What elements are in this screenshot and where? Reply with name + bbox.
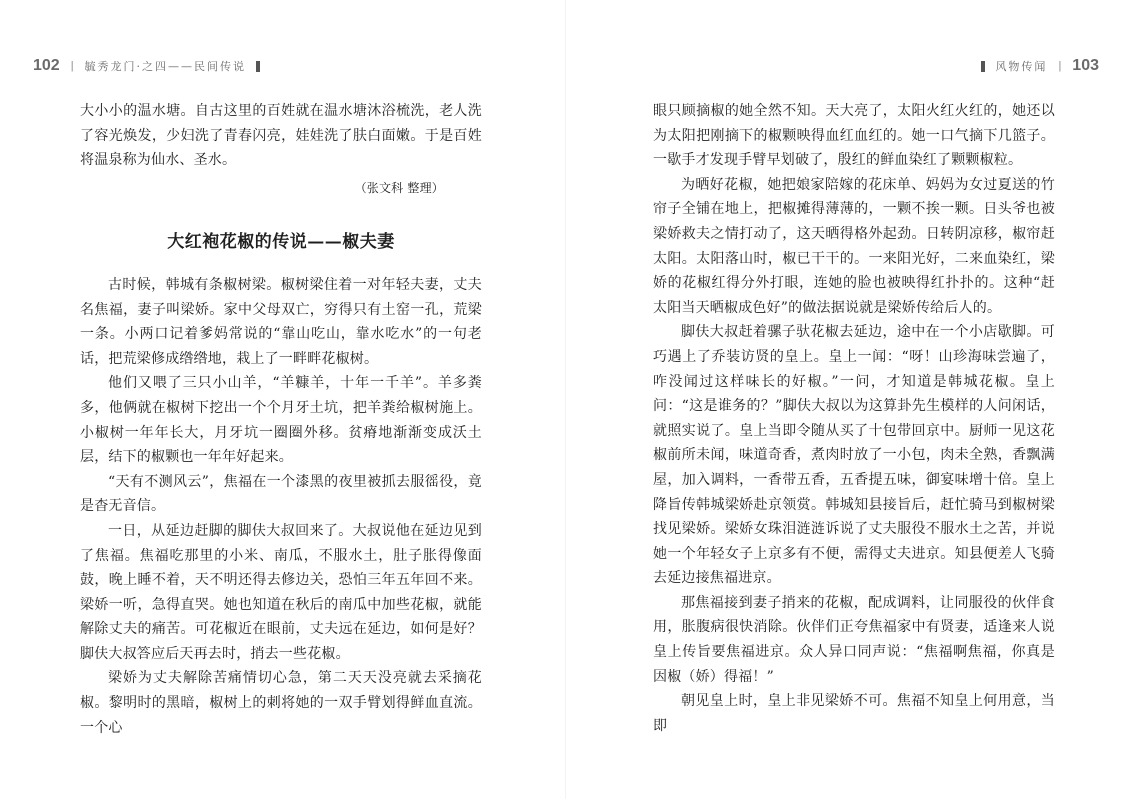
paragraph: 梁娇为丈夫解除苦痛情切心急，第二天天没亮就去采摘花椒。黎明时的黑暗，椒树上的刺将她的一双手臂划得鲜血直流。一个心 (80, 670, 482, 736)
running-header-title: 风物传闻 (995, 60, 1048, 73)
paragraph: 为晒好花椒，她把娘家陪嫁的花床单、妈妈为女过夏送的竹帘子全铺在地上，把椒摊得薄薄的，一颗不挨一颗。日头爷也被梁娇救夫之情打动了，这天晒得格外起劲。日转阴凉移，椒帘赶太阳。太阳落山时，椒已干干的。一来阳光好，二来血染红，梁娇的花椒红得分外打眼，连她的脸也被映得红扑扑的。这种“赶太阳当天晒椒成色好”的做法据说就是梁娇传给后人的。 (653, 176, 1055, 316)
section-title: 大红袍花椒的传说——椒夫妻 (167, 232, 395, 253)
header-block-mark (256, 61, 260, 72)
left-page-header (33, 55, 270, 77)
compiler-credit: （张文科 整理） (354, 180, 444, 195)
continued-paragraph: 大小小的温水塘。自古这里的百姓就在温水塘沐浴梳洗，老人洗了容光焕发，少妇洗了青春闪亮，娃娃洗了肤白面嫩。于是百姓将温泉称为仙水、圣水。 (80, 103, 482, 169)
header-divider: | (70, 60, 74, 72)
header-block-mark (981, 61, 985, 72)
left-page-body (80, 99, 482, 740)
paragraph: 一日，从延边赶脚的脚伕大叔回来了。大叔说他在延边见到了焦福。焦福吃那里的小米、南瓜，不服水土，肚子胀得像面鼓，晚上睡不着，天不明还得去修边关，恐怕三年五年回不来。梁娇一听，急得直哭。她也知道在秋后的南瓜中加些花椒，就能解除丈夫的痛苦。可花椒近在眼前，丈夫远在延边，如何是好？脚伕大叔答应后天再去时，捎去一些花椒。 (80, 522, 482, 662)
right-page-body (653, 99, 1055, 738)
paragraph: 那焦福接到妻子捎来的花椒，配成调料，让同服役的伙伴食用，胀腹病很快消除。伙伴们正夸焦福家中有贤妻，适逢来人说皇上传旨要焦福进京。众人异口同声说：“焦福啊焦福，你真是因椒（娇）得福！” (653, 594, 1055, 685)
running-header-title: 毓秀龙门·之四——民间传说 (84, 60, 247, 73)
paragraph: 他们又喂了三只小山羊，“羊糠羊，十年一千羊”。羊多粪多，他俩就在椒树下挖出一个个月牙土坑，把羊粪给椒树施上。小椒树一年年长大，月牙坑一圈圈外移。贫瘠地渐渐变成沃土层，结下的椒颗也一年年好起来。 (80, 375, 482, 466)
page-number: 103 (1072, 57, 1099, 74)
header-divider: | (1058, 60, 1062, 72)
page-number: 102 (33, 57, 60, 74)
right-page (566, 0, 1133, 799)
left-page (0, 0, 566, 799)
paragraph: “天有不测风云”，焦福在一个漆黑的夜里被抓去服徭役，竟是杳无音信。 (80, 473, 482, 515)
paragraph: 古时候，韩城有条椒树梁。椒树梁住着一对年轻夫妻，丈夫名焦福，妻子叫梁娇。家中父母双亡，穷得只有土窑一孔，荒梁一条。小两口记着爹妈常说的“靠山吃山，靠水吃水”的一句老话，把荒梁修成绺绺地，栽上了一畔畔花椒树。 (80, 276, 482, 367)
paragraph: 脚伕大叔赶着骡子驮花椒去延边，途中在一个小店歇脚。可巧遇上了乔装访贤的皇上。皇上一闻：“呀！山珍海味尝遍了，咋没闻过这样味长的好椒。”一问，才知道是韩城花椒。皇上问：“这是谁务的？”脚伕大叔以为这算卦先生模样的人问闲话，就照实说了。皇上当即令随从买了十包带回京中。厨师一见这花椒前所未闻，味道奇香，煮肉时放了一小包，肉未全熟，香飘满屋，加入调料，一香带五香，五香提五味，御宴味增十倍。皇上降旨传韩城梁娇赴京领赏。韩城知县接旨后，赶忙骑马到椒树梁找见梁娇。梁娇女珠泪涟涟诉说了丈夫服役不服水土之苦，并说她一个年轻女子上京多有不便，需得丈夫进京。知县便差人飞骑去延边接焦福进京。 (653, 324, 1055, 587)
paragraph: 朝见皇上时，皇上非见梁娇不可。焦福不知皇上何用意，当即 (653, 693, 1055, 734)
right-page-header (971, 55, 1099, 77)
continued-paragraph: 眼只顾摘椒的她全然不知。天大亮了，太阳火红火红的，她还以为太阳把刚摘下的椒颗映得血红血红的。她一口气摘下几篮子。一歇手才发现手臂早划破了，殷红的鲜血染红了颗颗椒粒。 (653, 103, 1055, 169)
